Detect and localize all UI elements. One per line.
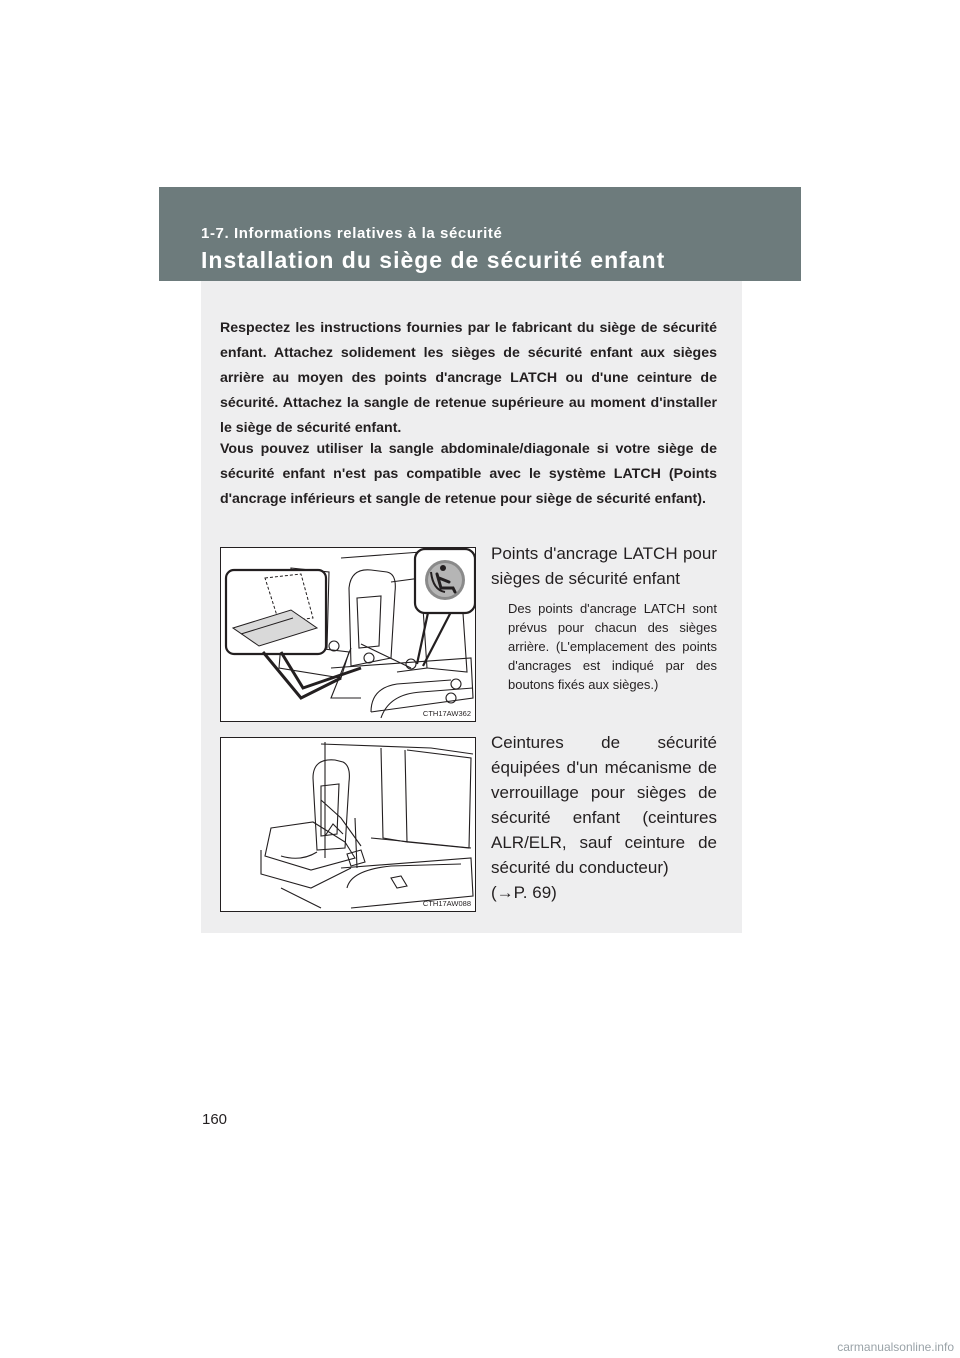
- child-seat-anchor-icon: [425, 560, 465, 600]
- intro-paragraph-1: Respectez les instructions fournies par le fabricant du siège de sécurité enfant. Attachez solidement les sièges de sécurité enfant aux sièges arrière au moyen des points d'ancrage LATCH ou d'une ceinture de sécurité. Attachez la sangle de retenue supérieure au moment d'installer le siège de sécurité enfant.: [220, 320, 717, 436]
- latch-anchors-description: Des points d'ancrage LATCH sont prévus pour chacun des sièges arrière. (L'emplacement des points d'ancrages est indiqué par des boutons fixés aux sièges.): [508, 601, 717, 692]
- latch-anchors-drawing: [221, 548, 475, 721]
- page-title: Installation du siège de sécurité enfant: [201, 247, 666, 273]
- figure-code: CTH17AW362: [422, 709, 471, 718]
- latch-anchors-title: Points d'ancrage LATCH pour sièges de sécurité enfant: [491, 544, 717, 588]
- watermark: carmanualsonline.info: [837, 1340, 954, 1354]
- locking-seatbelt-title-text: Ceintures de sécurité équipées d'un mécanisme de verrouillage pour sièges de sécurité enfant (ceintures ALR/ELR, sauf ceinture de sécurité du conducteur): [491, 733, 717, 877]
- page-number: 160: [202, 1111, 228, 1128]
- page-reference-link[interactable]: (→P. 69): [491, 883, 557, 902]
- figure-code: CTH17AW088: [422, 899, 471, 908]
- locking-seatbelt-title: [491, 730, 717, 905]
- content-panel: [201, 281, 742, 933]
- intro-paragraph-2: Vous pouvez utiliser la sangle abdominale/diagonale si votre siège de sécurité enfant n'est pas compatible avec le système LATCH (Points d'ancrage inférieurs et sangle de retenue pour siège de sécurité enfant).: [220, 441, 717, 507]
- locking-seatbelt-illustration: [220, 737, 476, 912]
- locking-seatbelt-drawing: [221, 738, 475, 911]
- section-header: [159, 187, 801, 281]
- section-label: 1-7. Informations relatives à la sécurité: [201, 225, 503, 242]
- latch-anchors-illustration: [220, 547, 476, 722]
